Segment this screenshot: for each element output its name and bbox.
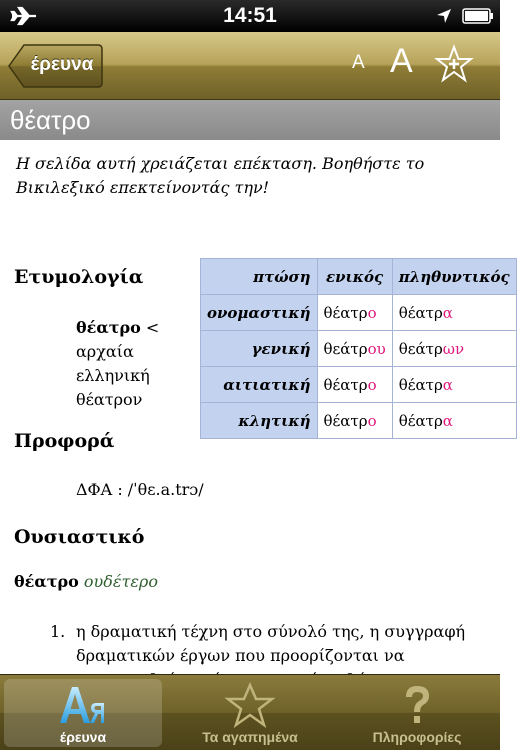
article-content [0, 140, 510, 674]
etymology-word-line [76, 316, 186, 340]
declension-row [201, 367, 517, 403]
question-mark-icon [392, 683, 442, 727]
etymology-word[interactable]: θέατρο [76, 318, 141, 337]
tab-favorites-label: Τα αγαπημένα [202, 729, 298, 745]
battery-icon [462, 8, 494, 24]
etymology-source-line: θέατρον [76, 390, 143, 409]
tab-favorites[interactable] [171, 679, 329, 747]
singular-form: θεάτρου [317, 331, 392, 367]
case-name: αιτιατική [201, 367, 318, 403]
declension-row [201, 295, 517, 331]
case-name: ονομαστική [201, 295, 318, 331]
plural-form: θεάτρων [392, 331, 516, 367]
singular-form: θέατρο [317, 295, 392, 331]
back-button[interactable] [8, 43, 104, 89]
search-letters-icon [58, 683, 108, 727]
gender-label[interactable]: ουδέτερο [83, 572, 158, 591]
declension-row [201, 331, 517, 367]
definition-text: η δραματική τέχνη στο σύνολό της, η συγγραφή δραματικών έργων που προορίζονται να [76, 622, 466, 665]
page-title: θέατρο [0, 100, 500, 140]
header-singular: ενικός [317, 259, 392, 295]
etymology-symbol: < [145, 318, 160, 337]
etymology-source-line[interactable]: ελληνική [76, 366, 150, 385]
declension-header-row [201, 259, 517, 295]
decrease-font-button[interactable]: A [352, 52, 365, 73]
singular-form: θέατρο [317, 367, 392, 403]
tab-bar [0, 674, 500, 750]
headword-line [14, 572, 158, 591]
noun-heading: Ουσιαστικό [14, 526, 145, 548]
case-name: κλητική [201, 403, 318, 439]
tab-search[interactable] [4, 679, 162, 747]
tab-search-label: έρευνα [59, 729, 107, 745]
location-arrow-icon [436, 8, 452, 24]
ipa-text: ΔΦΑ : /ˈθɛ.a.trɔ/ [76, 480, 204, 499]
header-plural: πληθυντικός [392, 259, 516, 295]
add-favorite-star-icon[interactable] [434, 44, 474, 84]
navigation-bar [0, 32, 500, 100]
plural-form: θέατρα [392, 295, 516, 331]
stub-notice: Η σελίδα αυτή χρειάζεται επέκταση. Βοηθήστε το Βικιλεξικό επεκτείνοντάς την! [16, 154, 425, 197]
back-button-label: έρευνα [30, 54, 94, 75]
tab-info-label: Πληροφορίες [372, 729, 462, 745]
etymology-text [76, 316, 186, 412]
header-case: πτώση [201, 259, 318, 295]
plural-form: θέατρα [392, 367, 516, 403]
tab-info[interactable] [338, 679, 496, 747]
definition-number: 1. [50, 622, 66, 641]
etymology-source-line[interactable]: αρχαία [76, 342, 134, 361]
singular-form: θέατρο [317, 403, 392, 439]
status-bar [0, 0, 500, 32]
plural-form: θέατρα [392, 403, 516, 439]
pronunciation-heading: Προφορά [14, 430, 115, 452]
declension-row [201, 403, 517, 439]
case-name: γενική [201, 331, 318, 367]
increase-font-button[interactable]: A [390, 42, 413, 80]
headword: θέατρο [14, 572, 79, 591]
star-icon [225, 683, 275, 727]
etymology-heading: Ετυμολογία [14, 266, 144, 288]
status-time: 14:51 [223, 4, 277, 27]
declension-table [200, 258, 517, 439]
